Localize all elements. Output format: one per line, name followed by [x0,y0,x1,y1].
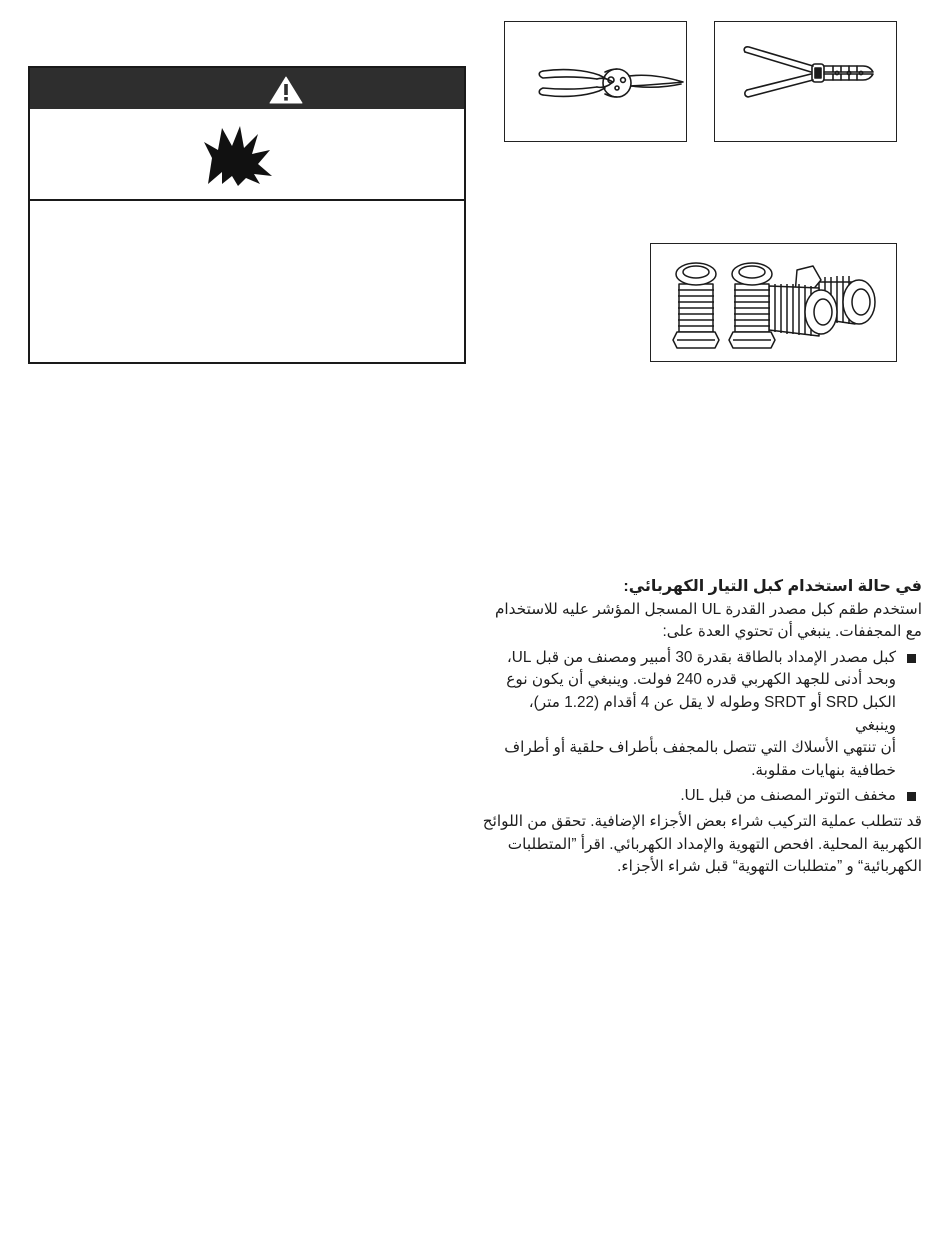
wire-stripper-frame [714,21,897,142]
strain-relief-frame [650,243,897,362]
list-item-line: وبحد أدنى للجهد الكهربي قدره 240 فولت. وينبغي أن يكون نوع [506,671,896,689]
square-bullet-icon [907,792,916,801]
list-item-line: كبل مصدر الإمداد بالطاقة بقدرة 30 أمبير ومصنف من قبل UL، [506,648,896,666]
intro-line: استخدم طقم كبل مصدر القدرة UL المسجل المؤشر عليه للاستخدام [494,600,922,618]
list-item-line: أن تنتهي الأسلاك التي تتصل بالمجفف بأطراف حلقية أو أطراف [504,739,896,757]
outro-line: الكهربية المحلية. افحص التهوية والإمداد الكهربائي. اقرأ ”المتطلبات [507,835,922,853]
warning-box [28,66,466,364]
electrical-cord-section [470,576,922,879]
kit-contents-list [470,647,922,808]
crimping-pliers-icon [505,22,688,143]
outro-line: قد تتطلب عملية التركيب شراء بعض الأجزاء الإضافية. تحقق من اللوائح [482,812,922,830]
warning-header [30,68,464,109]
explosion-hazard-icon [202,124,276,186]
square-bullet-icon [907,654,916,663]
section-heading: في حالة استخدام كبل التيار الكهربائي: [623,578,922,595]
hazard-symbol-area [30,109,464,201]
crimping-pliers-frame [504,21,687,142]
warning-text-area [30,201,464,362]
strain-relief-icon [651,244,898,363]
warning-triangle-icon [269,76,303,104]
list-item-line: الكبل SRD أو SRDT وطوله لا يقل عن 4 أقدام (1.22 متر)، وينبغي [528,693,896,734]
list-item-line: خطافية بنهايات مقلوبة. [751,761,896,779]
list-item-line: مخفف التوتر المصنف من قبل UL. [680,787,896,805]
list-item [470,785,922,808]
list-item [470,647,922,783]
wire-stripper-icon [715,22,898,143]
intro-line: مع المجففات. ينبغي أن تحتوي العدة على: [662,623,922,641]
outro-line: الكهربائية“ و ”متطلبات التهوية“ قبل شراء الأجزاء. [617,858,922,876]
